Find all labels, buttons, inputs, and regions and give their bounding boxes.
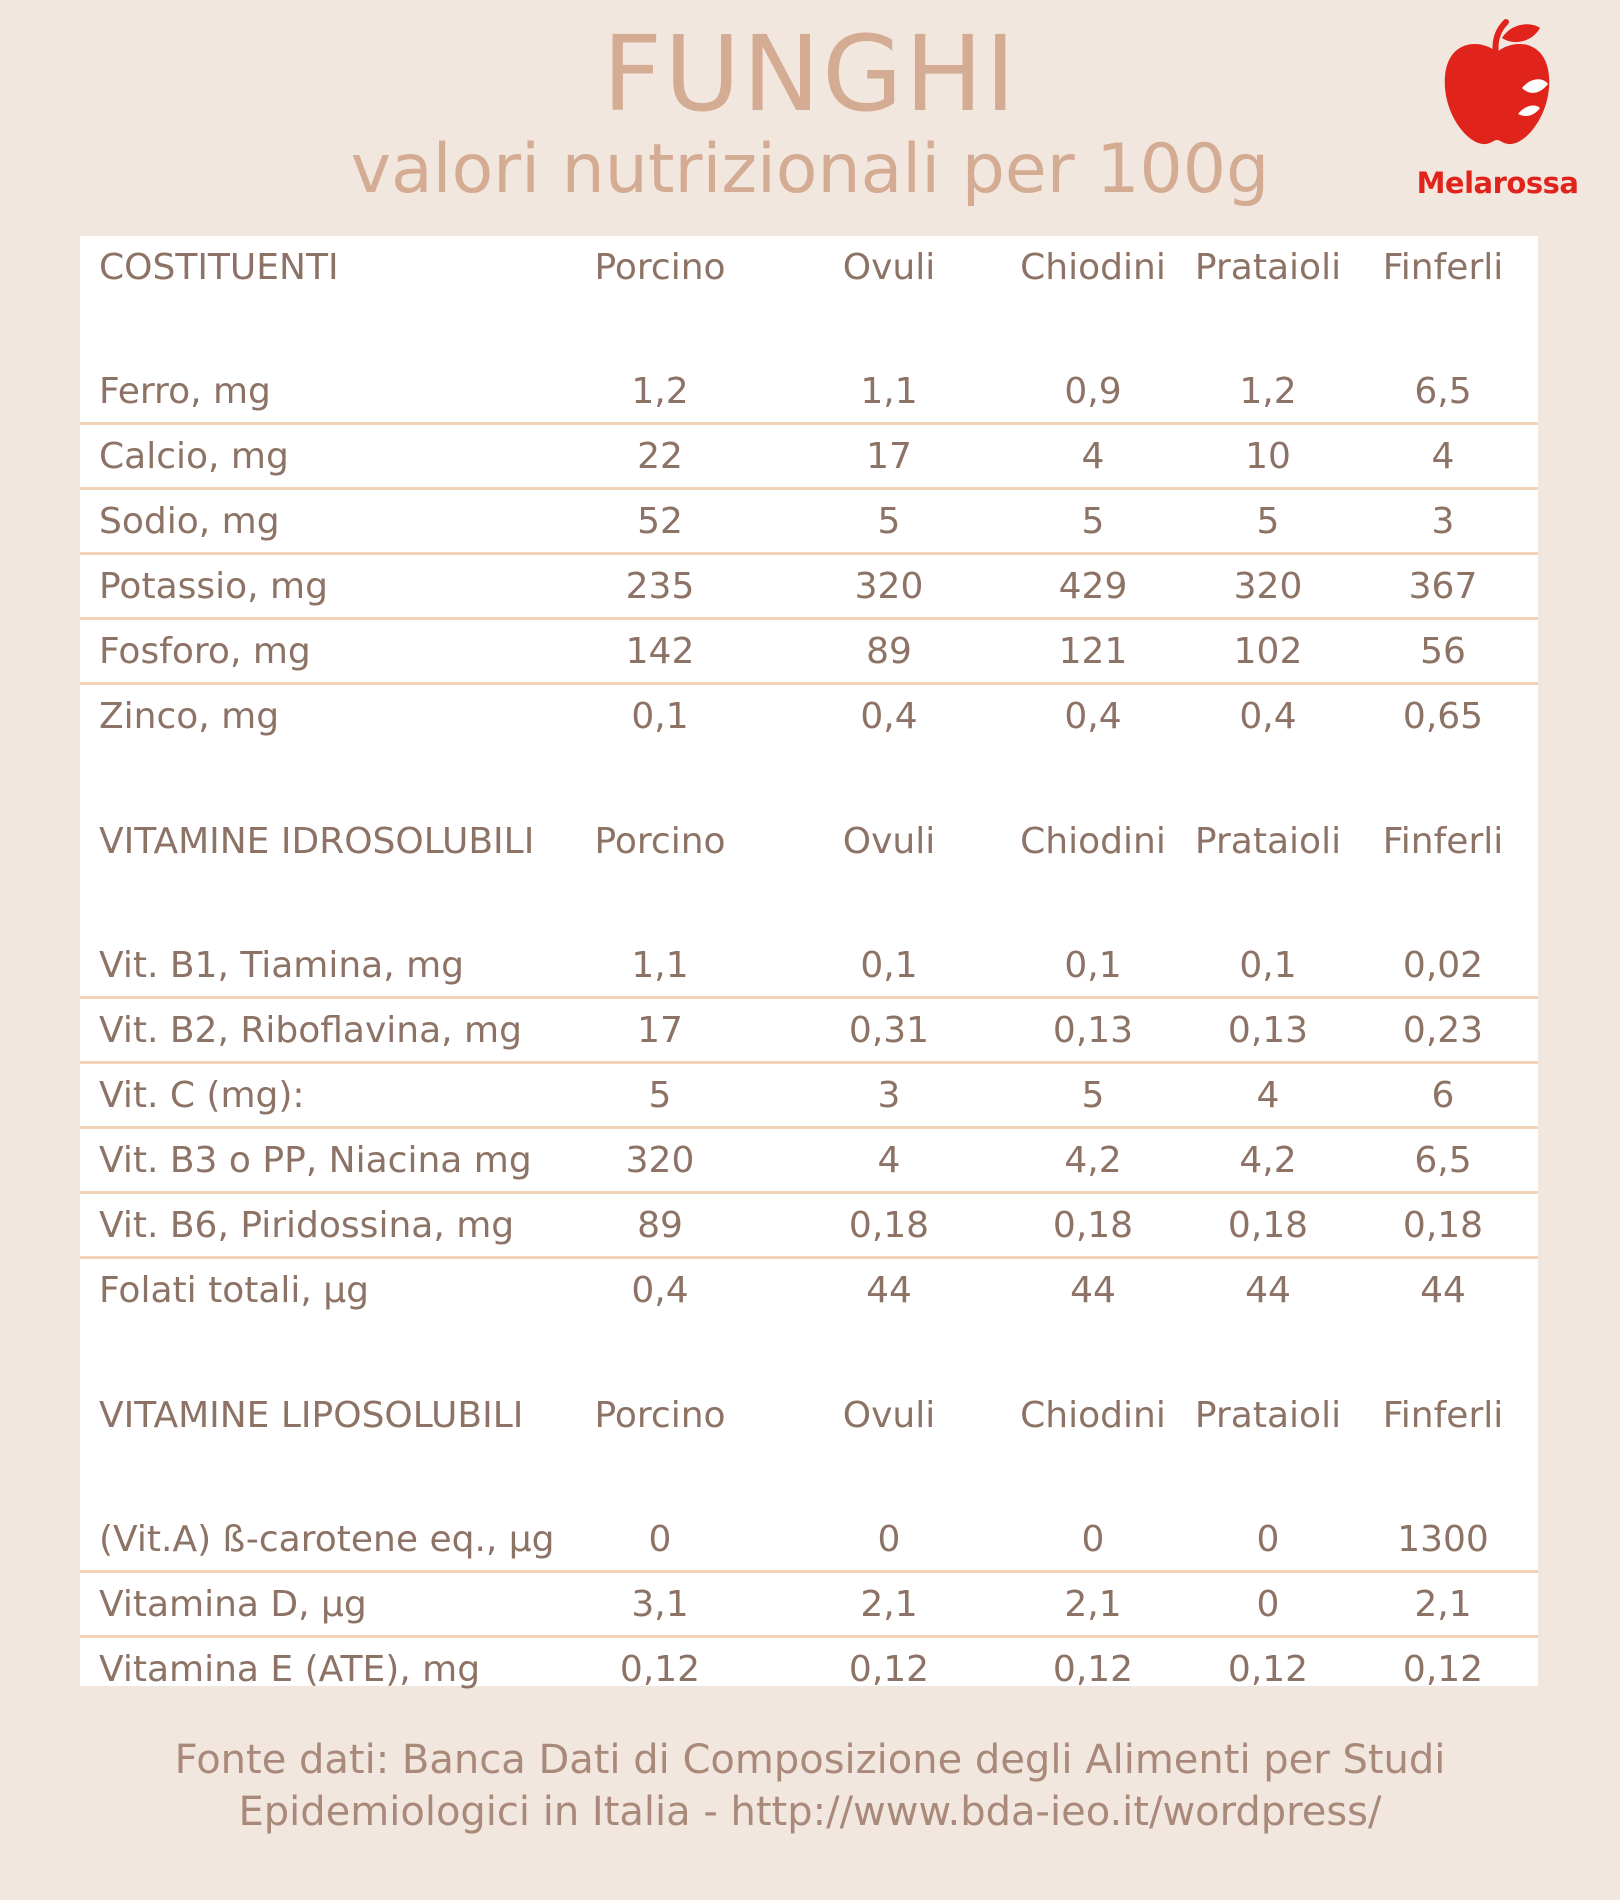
table-cell: 0,13 [998,998,1188,1063]
table-row [80,619,1538,684]
table-row [80,360,1538,424]
data-source [0,1734,1620,1838]
table-cell: 44 [1245,1269,1291,1311]
column-header: Ovuli [842,820,936,862]
column-header: Chiodini [1020,820,1166,862]
section-title: VITAMINE IDROSOLUBILI [99,820,535,862]
table-cell: 10 [1188,424,1348,489]
table-cell: 1,2 [1188,360,1348,424]
table-row [80,1193,1538,1258]
column-header: Porcino [594,820,726,862]
table-cell: 0,1 [631,695,689,737]
section-title: VITAMINE LIPOSOLUBILI [99,1394,524,1436]
table-cell: 0 [1188,1572,1348,1637]
table-cell: 0,12 [1052,1648,1134,1690]
table-cell: 3,1 [540,1572,780,1637]
table-cell: 44 [1420,1269,1466,1311]
table-cell: 121 [998,619,1188,684]
header-spacer [80,872,1538,934]
table-cell: 0,02 [1348,934,1538,998]
table-cell: 367 [1348,554,1538,619]
table-cell: 429 [998,554,1188,619]
table-cell: 6,5 [1348,360,1538,424]
table-cell: 44 [866,1269,912,1311]
column-header: Chiodini [1020,246,1166,288]
table-cell: 142 [540,619,780,684]
table-cell: 5 [998,489,1188,554]
row-label: Vitamina D, µg [80,1572,540,1637]
apple-icon [1440,18,1555,163]
table-cell: 52 [540,489,780,554]
brand-name: Melarossa [1416,166,1579,200]
table-cell: 4 [1188,1063,1348,1128]
table-row [80,1572,1538,1637]
column-header: Finferli [1382,1394,1504,1436]
section-header-row [80,810,1538,872]
table-row [80,489,1538,554]
table-cell: 0 [540,1508,780,1572]
section-spacer [80,747,1538,810]
row-label: Ferro, mg [80,360,540,424]
table-cell: 0,4 [1239,695,1297,737]
page-title: FUNGHI [602,13,1018,135]
table-cell: 0,12 [1227,1648,1309,1690]
table-cell: 1,1 [780,360,998,424]
table-cell: 0 [998,1508,1188,1572]
row-label: Fosforo, mg [80,619,540,684]
row-label: Vit. B1, Tiamina, mg [80,934,540,998]
table-cell: 89 [780,619,998,684]
brand-logo[interactable] [1410,18,1585,203]
header-spacer [80,298,1538,360]
row-label: Vit. B2, Riboflavina, mg [80,998,540,1063]
table-cell: 17 [780,424,998,489]
row-label: Vitamina E (ATE), mg [99,1648,481,1690]
nutrition-table [80,236,1538,1700]
column-header: Prataioli [1194,820,1342,862]
table-row [80,1063,1538,1128]
table-cell: 22 [540,424,780,489]
table-cell: 0,18 [998,1193,1188,1258]
table-cell: 320 [540,1128,780,1193]
column-header: Ovuli [842,1394,936,1436]
row-label: (Vit.A) ß-carotene eq., µg [80,1508,540,1572]
table-cell: 17 [540,998,780,1063]
page-subtitle: valori nutrizionali per 100g [350,130,1270,209]
row-label: Zinco, mg [99,695,280,737]
row-label: Vit. B6, Piridossina, mg [80,1193,540,1258]
column-header: Chiodini [1020,1394,1166,1436]
table-cell: 4 [998,424,1188,489]
section-header-row [80,236,1538,298]
table-cell: 3 [1348,489,1538,554]
column-header: Porcino [594,1394,726,1436]
table-cell: 5 [998,1063,1188,1128]
table-cell: 0 [1188,1508,1348,1572]
table-cell: 320 [1188,554,1348,619]
table-cell: 102 [1188,619,1348,684]
table-cell: 2,1 [1348,1572,1538,1637]
table-row [80,1637,1538,1701]
section-header-row [80,1384,1538,1446]
table-cell: 1,1 [540,934,780,998]
column-header: Prataioli [1194,1394,1342,1436]
table-row [80,684,1538,748]
table-cell: 0,4 [860,695,918,737]
table-row [80,554,1538,619]
column-header: Finferli [1382,820,1504,862]
table-cell: 5 [1188,489,1348,554]
table-cell: 5 [780,489,998,554]
table-cell: 0,18 [780,1193,998,1258]
source-line-1: Fonte dati: Banca Dati di Composizione degli Alimenti per Studi [174,1737,1446,1783]
table-cell: 0 [780,1508,998,1572]
table-cell: 0,4 [631,1269,689,1311]
table-cell: 1,2 [540,360,780,424]
row-label: Potassio, mg [80,554,540,619]
table-cell: 2,1 [998,1572,1188,1637]
table-cell: 0,23 [1348,998,1538,1063]
table-cell: 4,2 [1188,1128,1348,1193]
row-label: Folati totali, µg [99,1269,370,1311]
table-cell: 0,13 [1188,998,1348,1063]
header-spacer [80,1446,1538,1508]
table-row [80,1128,1538,1193]
table-cell: 0,1 [1188,934,1348,998]
row-label: Sodio, mg [80,489,540,554]
table-cell: 0,4 [1064,695,1122,737]
table-cell: 0,65 [1402,695,1484,737]
source-line-2: Epidemiologici in Italia - http://www.bda-ieo.it/wordpress/ [238,1789,1382,1835]
table-cell: 0,18 [1348,1193,1538,1258]
table-row [80,934,1538,998]
section-spacer [80,1321,1538,1384]
table-cell: 0,9 [998,360,1188,424]
table-row [80,1258,1538,1322]
column-header: Porcino [594,246,726,288]
table-cell: 44 [1070,1269,1116,1311]
table-cell: 0,12 [1402,1648,1484,1690]
table-row [80,998,1538,1063]
table-cell: 0,18 [1188,1193,1348,1258]
table-cell: 0,12 [619,1648,701,1690]
table-cell: 320 [780,554,998,619]
table-cell: 0,12 [848,1648,930,1690]
table-cell: 0,1 [780,934,998,998]
column-header: Finferli [1382,246,1504,288]
table-cell: 1300 [1348,1508,1538,1572]
table-cell: 3 [780,1063,998,1128]
table-cell: 0,1 [998,934,1188,998]
table-row [80,424,1538,489]
nutrition-table-panel [80,236,1538,1690]
column-header: Prataioli [1194,246,1342,288]
row-label: Vit. C (mg): [80,1063,540,1128]
section-title: COSTITUENTI [99,246,339,288]
table-row [80,1508,1538,1572]
table-cell: 4 [1348,424,1538,489]
table-cell: 0,31 [780,998,998,1063]
row-label: Calcio, mg [80,424,540,489]
table-cell: 4,2 [998,1128,1188,1193]
column-header: Ovuli [842,246,936,288]
table-cell: 6 [1348,1063,1538,1128]
table-cell: 89 [540,1193,780,1258]
table-cell: 56 [1348,619,1538,684]
table-cell: 5 [540,1063,780,1128]
table-cell: 4 [780,1128,998,1193]
row-label: Vit. B3 o PP, Niacina mg [80,1128,540,1193]
table-cell: 235 [540,554,780,619]
table-cell: 2,1 [780,1572,998,1637]
table-cell: 6,5 [1348,1128,1538,1193]
